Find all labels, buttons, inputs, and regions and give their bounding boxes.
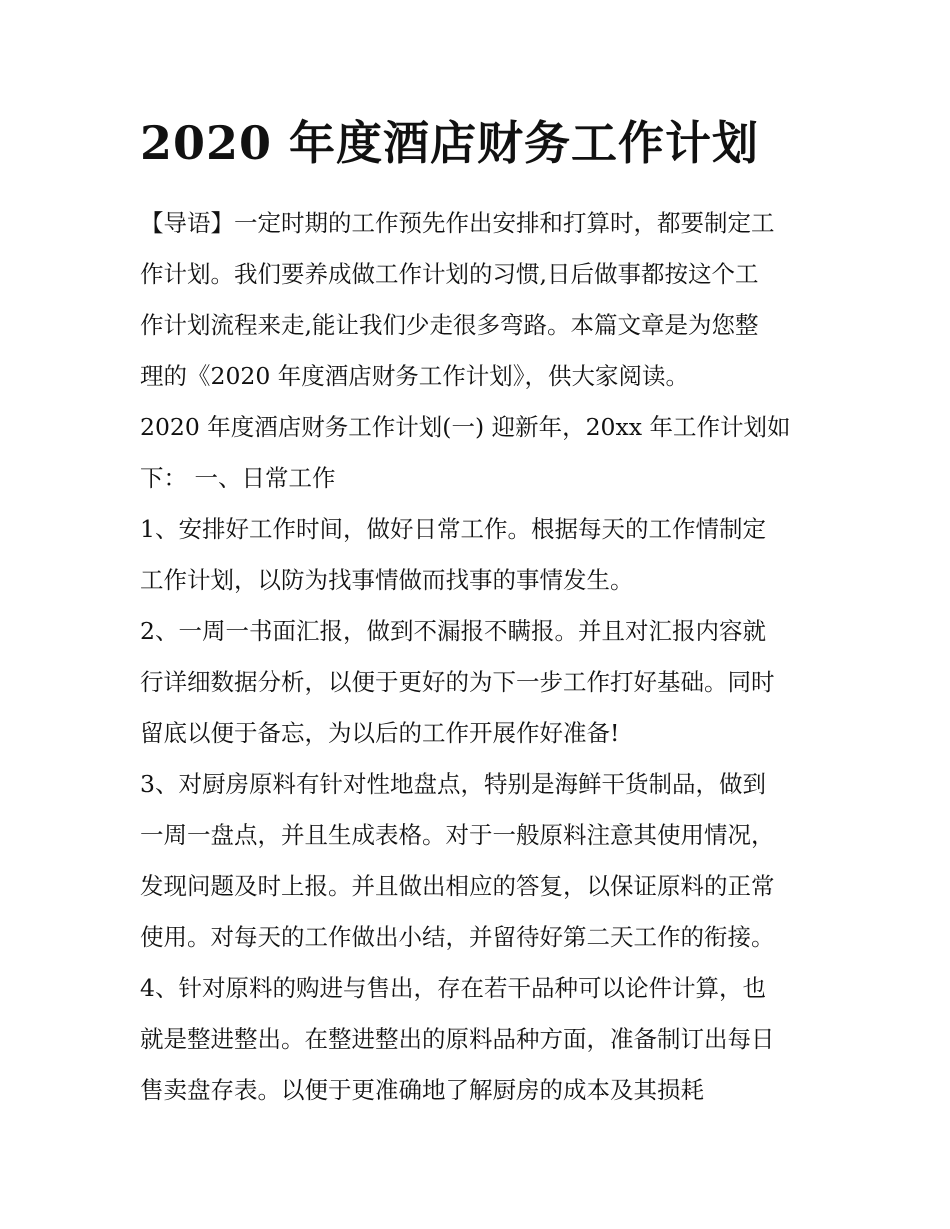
item-3-line-3: 发现问题及时上报。并且做出相应的答复，以保证原料的正常 [140, 872, 775, 900]
item-2-line-3: 留底以便于备忘，为以后的工作开展作好准备! [140, 719, 620, 747]
intro-line-2: 作计划。我们要养成做工作计划的习惯,日后做事都按这个工 [140, 260, 759, 288]
document-title: 2020 年度酒店财务工作计划 [140, 116, 760, 170]
section-heading-line-1: 2020 年度酒店财务工作计划(一) 迎新年，20xx 年工作计划如 [140, 413, 791, 441]
item-4-line-3: 售卖盘存表。以便于更准确地了解厨房的成本及其损耗 [140, 1076, 704, 1104]
section-heading-line-2: 下： 一、日常工作 [140, 464, 336, 492]
item-2-line-1: 2、一周一书面汇报，做到不漏报不瞒报。并且对汇报内容就 [140, 617, 766, 645]
intro-line-3: 作计划流程来走,能让我们少走很多弯路。本篇文章是为您整 [140, 311, 759, 339]
intro-line-1: 【导语】一定时期的工作预先作出安排和打算时，都要制定工 [140, 209, 775, 237]
item-3-line-2: 一周一盘点，并且生成表格。对于一般原料注意其使用情况， [140, 821, 775, 849]
item-1-line-2: 工作计划，以防为找事情做而找事的事情发生。 [140, 566, 634, 594]
intro-line-4: 理的《2020 年度酒店财务工作计划》，供大家阅读。 [140, 362, 690, 390]
item-2-line-2: 行详细数据分析，以便于更好的为下一步工作打好基础。同时 [140, 668, 775, 696]
item-3-line-4: 使用。对每天的工作做出小结，并留待好第二天工作的衔接。 [140, 923, 775, 951]
item-1-line-1: 1、安排好工作时间，做好日常工作。根据每天的工作情制定 [140, 515, 766, 543]
document-body [140, 198, 820, 1116]
item-3-line-1: 3、对厨房原料有针对性地盘点，特别是海鲜干货制品，做到 [140, 770, 766, 798]
item-4-line-1: 4、针对原料的购进与售出，存在若干品种可以论件计算，也 [140, 974, 766, 1002]
item-4-line-2: 就是整进整出。在整进整出的原料品种方面，准备制订出每日 [140, 1025, 775, 1053]
